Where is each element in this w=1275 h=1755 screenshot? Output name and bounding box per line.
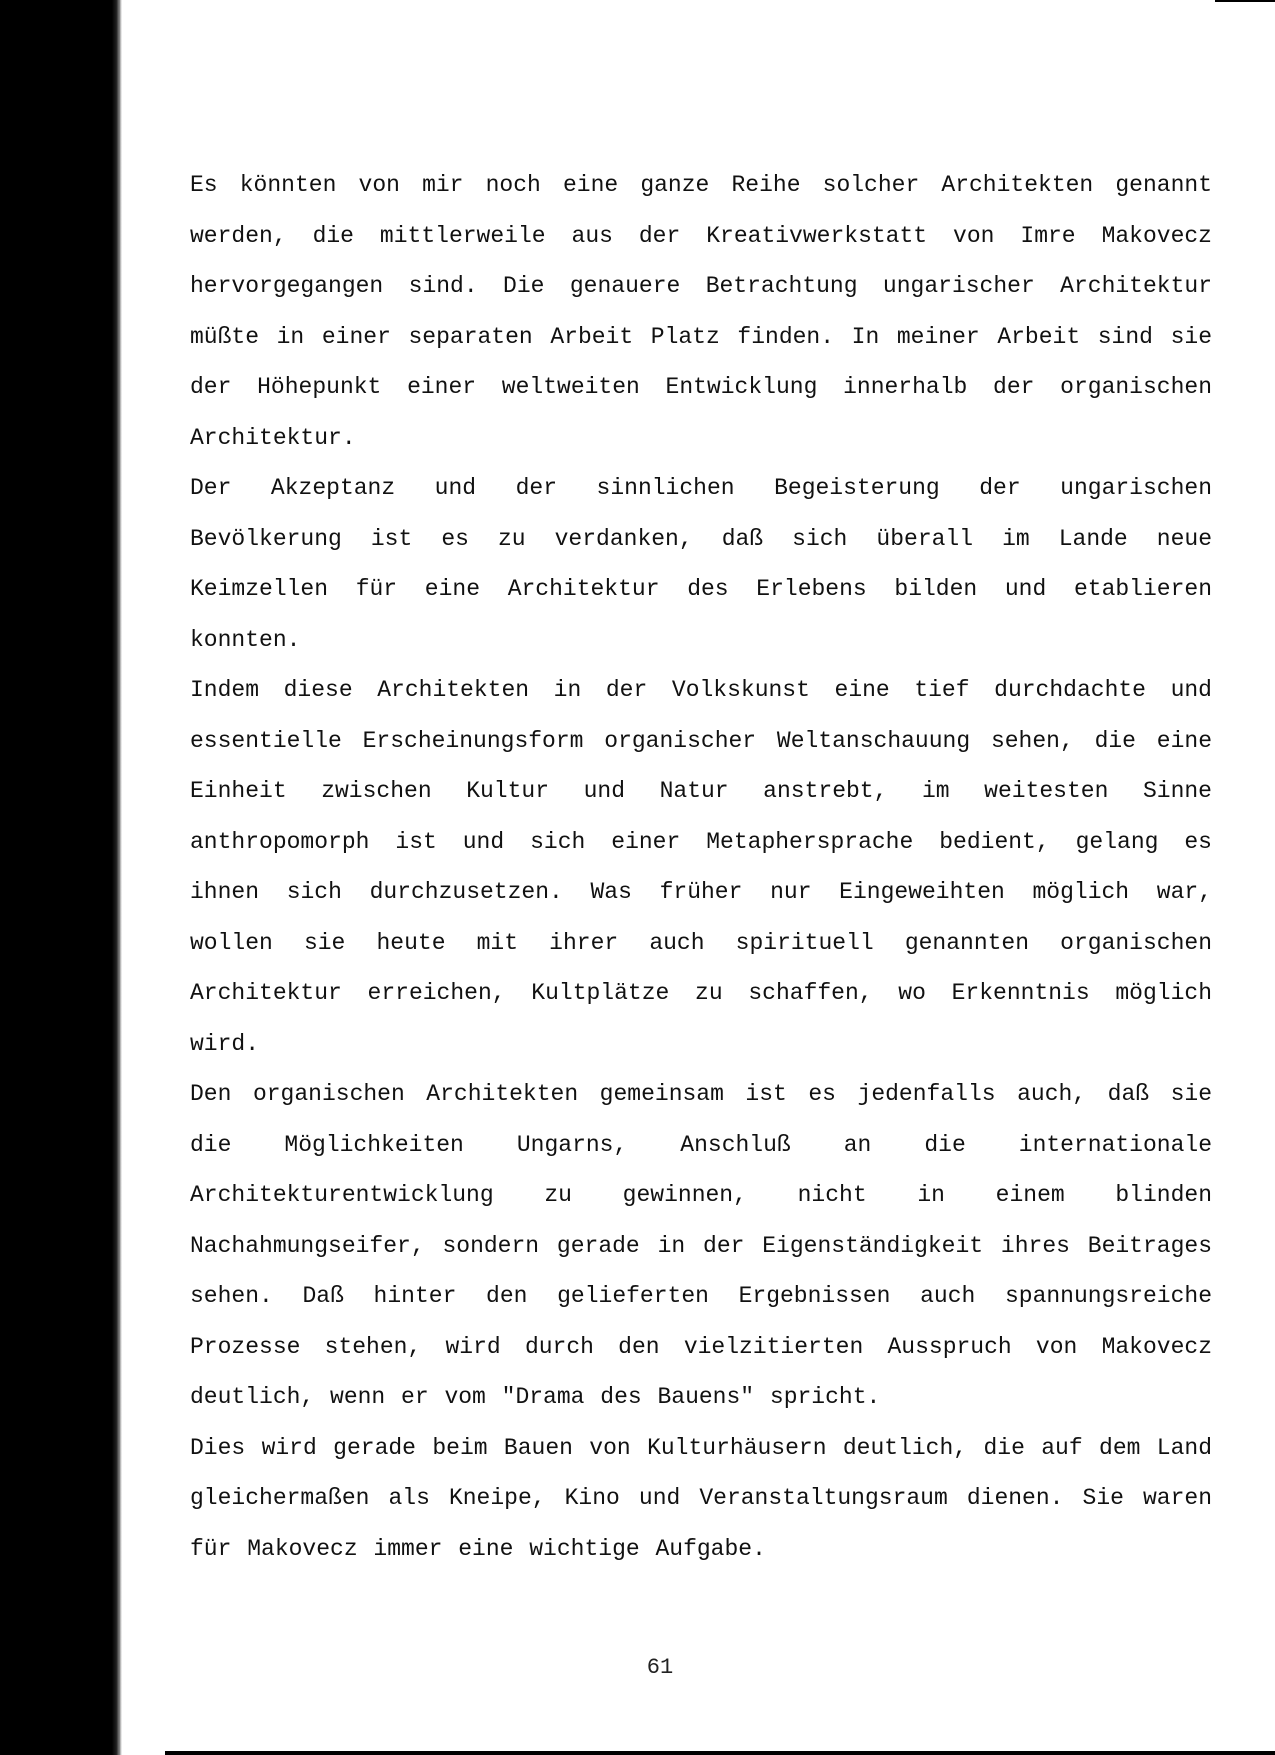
paragraph-3: Indem diese Architekten in der Volkskunst eine tief durchdachte und essentielle Erscheinungsform organischer Weltanschauung sehen, die eine Einheit zwischen Kultur und Natur anstrebt, im weitesten Sinne anthropomorph ist und sich einer Metaphersprache bedient, gelang es ihnen sich durchzusetzen. Was früher nur Eingeweihten möglich war, wollen sie heute mit ihrer auch spirituell genannten organischen Architektur erreichen, Kultplätze zu schaffen, wo Erkenntnis möglich wird. bbox=[190, 677, 1212, 1057]
paragraph-4: Den organischen Architekten gemeinsam ist es jedenfalls auch, daß sie die Möglichkeiten Ungarns, Anschluß an die internationale Architekturentwicklung zu gewinnen, nicht in einem blinden Nachahmungseifer, sondern gerade in der Eigenständigkeit ihres Beitrages sehen. Daß hinter den gelieferten Ergebnissen auch spannungsreiche Prozesse stehen, wird durch den vielzitierten Ausspruch von Makovecz deutlich, wenn er vom "Drama des Bauens" spricht. bbox=[190, 1081, 1212, 1410]
scan-edge-fringe bbox=[112, 0, 122, 1755]
paragraph-2: Der Akzeptanz und der sinnlichen Begeisterung der ungarischen Bevölkerung ist es zu verdanken, daß sich überall im Lande neue Keimzellen für eine Architektur des Erlebens bilden und etablieren konnten. bbox=[190, 475, 1212, 653]
page-number: 61 bbox=[646, 1655, 674, 1680]
paragraph-5: Dies wird gerade beim Bauen von Kulturhäusern deutlich, die auf dem Land gleichermaßen als Kneipe, Kino und Veranstaltungsraum dienen. Sie waren für Makovecz immer eine wichtige Aufgabe. bbox=[190, 1434, 1212, 1562]
scan-top-edge bbox=[1215, 0, 1275, 2]
document-body bbox=[190, 160, 1212, 1574]
scan-dark-edge bbox=[0, 0, 120, 1755]
paragraph-1: Es könnten von mir noch eine ganze Reihe solcher Architekten genannt werden, die mittlerweile aus der Kreativwerkstatt von Imre Makovecz hervorgegangen sind. Die genauere Betrachtung ungarischer Architektur müßte in einer separaten Arbeit Platz finden. In meiner Arbeit sind sie der Höhepunkt einer weltweiten Entwicklung innerhalb der organischen Architektur. bbox=[190, 172, 1212, 451]
scan-bottom-edge bbox=[165, 1751, 1275, 1755]
